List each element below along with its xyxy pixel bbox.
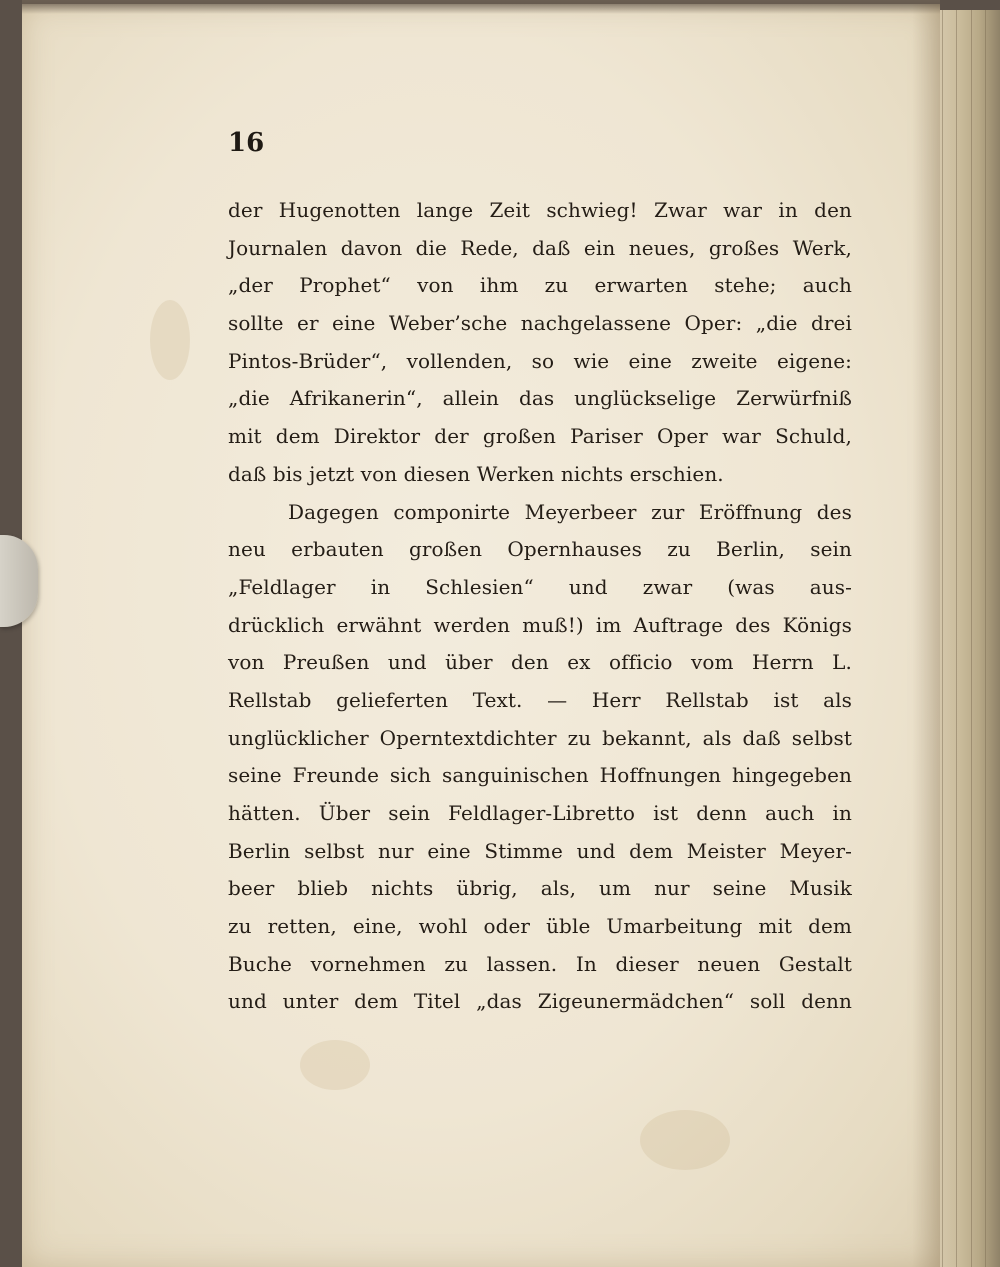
text-line: Journalen davon die Rede, daß ein neues, großes Werk,: [228, 235, 852, 260]
text-line: „der Prophet“ von ihm zu erwarten stehe; auch: [228, 273, 852, 298]
top-shadow: [22, 0, 940, 14]
body-text: [228, 192, 852, 1021]
text-line: mit dem Direktor der großen Pariser Oper war Schuld,: [228, 424, 852, 449]
text-line: hätten. Über sein Feldlager-Libretto ist denn auch in: [228, 801, 852, 825]
paragraph-start-line: Dagegen componirte Meyerbeer zur Eröffnung des: [288, 499, 852, 524]
text-line: neu erbauten großen Opernhauses zu Berlin, sein: [228, 537, 852, 562]
page-number: 16: [228, 128, 265, 158]
text-line: Berlin selbst nur eine Stimme und dem Meister Meyer-: [228, 838, 852, 863]
text-line: Pintos-Brüder“, vollenden, so wie eine zweite eigene:: [228, 348, 852, 373]
page-edge-shadow: [912, 4, 940, 1267]
text-line: daß bis jetzt von diesen Werken nichts erschien.: [228, 461, 724, 486]
text-line: beer blieb nichts übrig, als, um nur seine Musik: [228, 876, 852, 901]
page-stack-edge: [930, 10, 1000, 1267]
text-line: seine Freunde sich sanguinischen Hoffnungen hingegeben: [228, 763, 852, 788]
text-line: „die Afrikanerin“, allein das unglückselige Zerwürfniß: [228, 386, 852, 411]
text-line: und unter dem Titel „das Zigeunermädchen“ soll denn: [228, 989, 852, 1014]
paper-stain: [300, 1040, 370, 1090]
text-line: unglücklicher Operntextdichter zu bekannt, als daß selbst: [228, 725, 852, 750]
text-line: sollte er eine Weber’sche nachgelassene Oper: „die drei: [228, 311, 852, 336]
text-line: der Hugenotten lange Zeit schwieg! Zwar war in den: [228, 198, 852, 222]
text-line: von Preußen und über den ex officio vom Herrn L.: [228, 650, 852, 675]
text-line: Buche vornehmen zu lassen. In dieser neuen Gestalt: [228, 951, 852, 976]
paper-stain: [150, 300, 190, 380]
text-line: zu retten, eine, wohl oder üble Umarbeitung mit dem: [228, 914, 852, 939]
text-line: drücklich erwähnt werden muß!) im Auftrage des Königs: [228, 612, 852, 637]
text-line: „Feldlager in Schlesien“ und zwar (was aus-: [228, 574, 852, 599]
paper-stain: [640, 1110, 730, 1170]
text-line: Rellstab gelieferten Text. — Herr Rellstab ist als: [228, 687, 852, 712]
